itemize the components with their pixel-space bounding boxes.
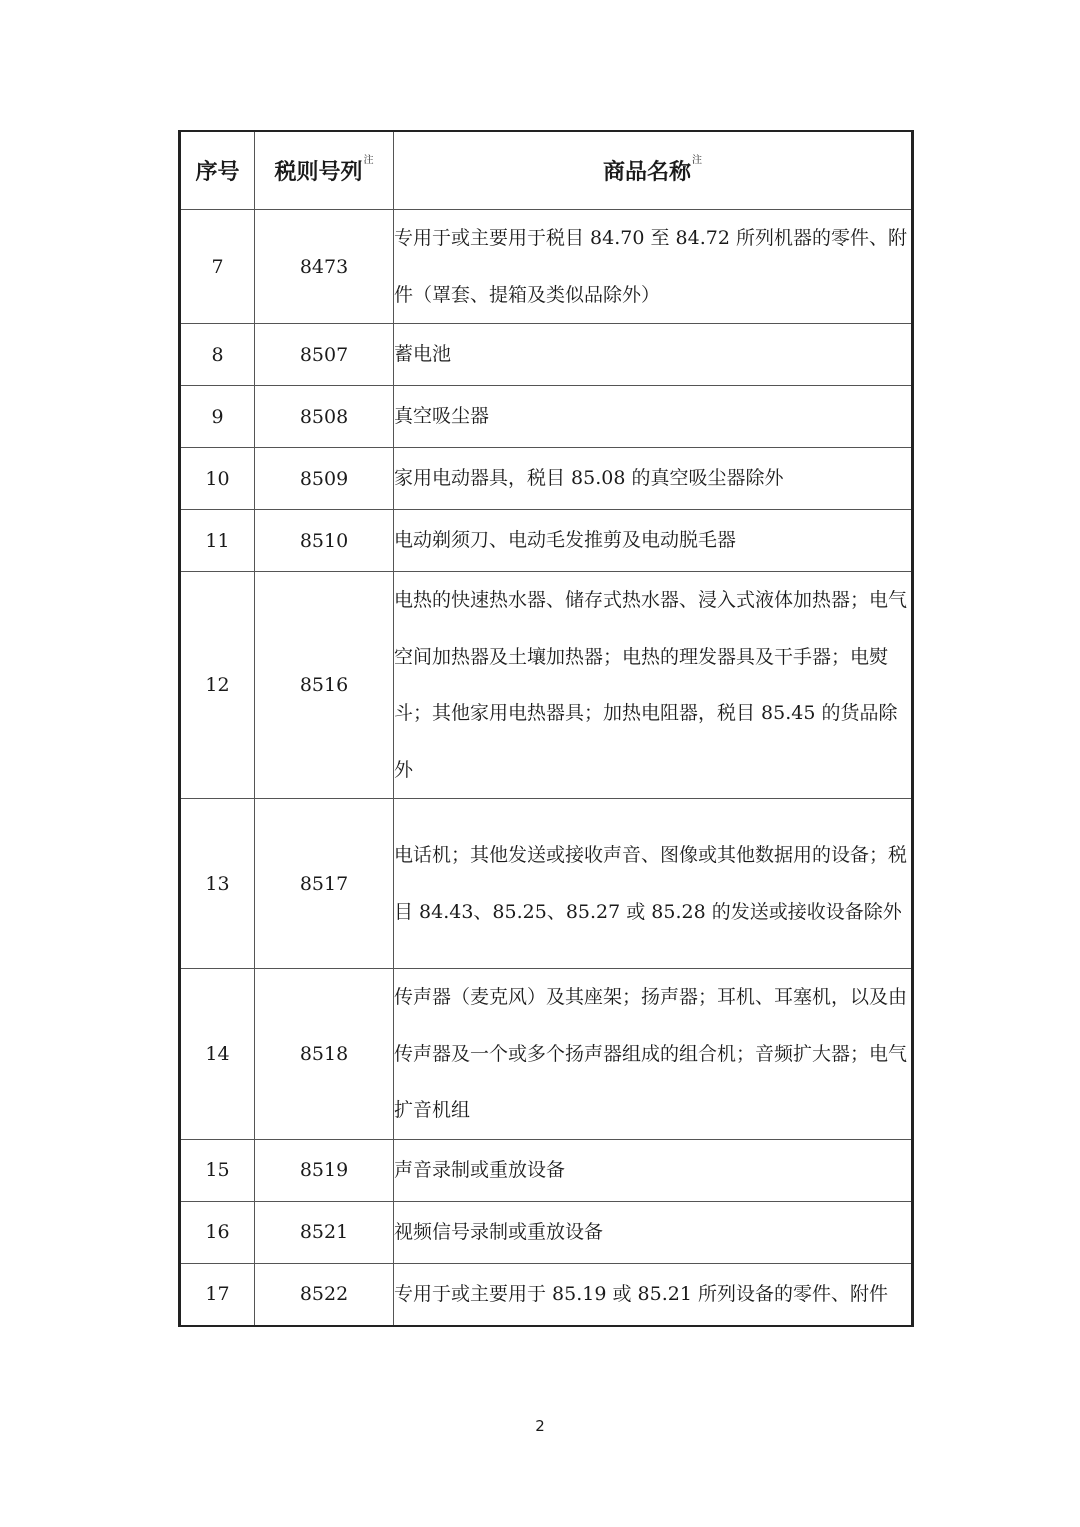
cell-name: 专用于或主要用于税目 84.70 至 84.72 所列机器的零件、附件（罩套、提箱及类似品除外）	[394, 210, 913, 324]
table-row	[180, 210, 913, 324]
cell-seq: 16	[180, 1201, 255, 1263]
header-code-note: 注	[363, 155, 374, 166]
table-row	[180, 510, 913, 572]
cell-code: 8510	[255, 510, 394, 572]
table-row	[180, 386, 913, 448]
cell-name: 视频信号录制或重放设备	[394, 1201, 913, 1263]
cell-code: 8517	[255, 799, 394, 969]
table-row	[180, 799, 913, 969]
cell-seq: 14	[180, 969, 255, 1140]
cell-code: 8522	[255, 1263, 394, 1326]
table-row	[180, 1263, 913, 1326]
page-number: 2	[535, 1417, 545, 1435]
cell-code: 8509	[255, 448, 394, 510]
header-code: 税则号列$^注$	[255, 131, 394, 210]
header-seq: 序号	[180, 131, 255, 210]
cell-code: 8521	[255, 1201, 394, 1263]
table-row	[180, 1201, 913, 1263]
cell-seq: 10	[180, 448, 255, 510]
cell-name: 专用于或主要用于 85.19 或 85.21 所列设备的零件、附件	[394, 1263, 913, 1326]
table-row	[180, 572, 913, 799]
cell-code: 8507	[255, 324, 394, 386]
cell-seq: 13	[180, 799, 255, 969]
table-row	[180, 448, 913, 510]
cell-name: 电话机；其他发送或接收声音、图像或其他数据用的设备；税目 84.43、85.25、85.27 或 85.28 的发送或接收设备除外	[394, 799, 913, 969]
cell-seq: 9	[180, 386, 255, 448]
table-header	[180, 131, 913, 210]
cell-seq: 7	[180, 210, 255, 324]
table-body	[180, 210, 913, 1326]
cell-code: 8508	[255, 386, 394, 448]
header-name: 商品名称$^注$	[394, 131, 913, 210]
cell-name: 家用电动器具，税目 85.08 的真空吸尘器除外	[394, 448, 913, 510]
cell-seq: 8	[180, 324, 255, 386]
cell-seq: 11	[180, 510, 255, 572]
cell-code: 8516	[255, 572, 394, 799]
cell-seq: 15	[180, 1139, 255, 1201]
cell-seq: 12	[180, 572, 255, 799]
cell-name: 电动剃须刀、电动毛发推剪及电动脱毛器	[394, 510, 913, 572]
cell-name: 电热的快速热水器、储存式热水器、浸入式液体加热器；电气空间加热器及土壤加热器；电热的理发器具及干手器；电熨斗；其他家用电热器具；加热电阻器，税目 85.45 的货品除外	[394, 572, 913, 799]
cell-name: 真空吸尘器	[394, 386, 913, 448]
tariff-table	[178, 130, 914, 1327]
header-name-note: 注	[692, 155, 702, 166]
cell-code: 8473	[255, 210, 394, 324]
table-row	[180, 324, 913, 386]
cell-name: 传声器（麦克风）及其座架；扬声器；耳机、耳塞机，以及由传声器及一个或多个扬声器组成的组合机；音频扩大器；电气扩音机组	[394, 969, 913, 1140]
cell-code: 8519	[255, 1139, 394, 1201]
cell-name: 声音录制或重放设备	[394, 1139, 913, 1201]
table-row	[180, 969, 913, 1140]
cell-code: 8518	[255, 969, 394, 1140]
table-row	[180, 1139, 913, 1201]
header-row	[180, 131, 913, 210]
cell-seq: 17	[180, 1263, 255, 1326]
cell-name: 蓄电池	[394, 324, 913, 386]
